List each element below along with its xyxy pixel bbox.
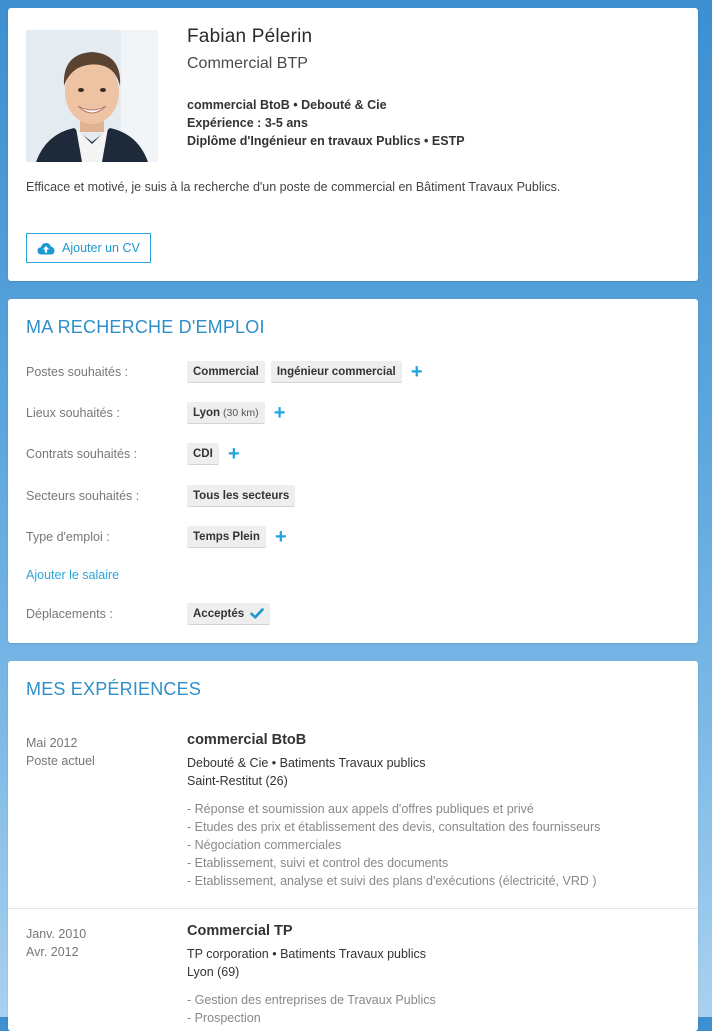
current-position: commercial BtoB • Debouté & Cie [187, 98, 387, 112]
add-location-plus-icon[interactable]: + [273, 402, 286, 424]
profile-photo-avatar [26, 30, 158, 162]
experience-task: - Etudes des prix et établissement des devis, consultation des fournisseurs [187, 820, 601, 834]
experience-title[interactable]: commercial BtoB [187, 732, 307, 748]
tag-cdi[interactable]: CDI [187, 443, 219, 465]
experience-task: - Gestion des entreprises de Travaux Publics [187, 993, 436, 1007]
experience-tasks [187, 800, 680, 890]
desired-locations-row [26, 401, 680, 425]
diploma: Diplôme d'Ingénieur en travaux Publics • ESTP [187, 134, 465, 148]
experience-company-block [187, 945, 680, 981]
add-employment-type-plus-icon[interactable]: + [275, 526, 287, 548]
experience-task: - Négociation commerciales [187, 838, 342, 852]
profile-name: Fabian Pélerin [187, 26, 313, 47]
profile-card [8, 8, 698, 281]
desired-locations-label: Lieux souhaités : [26, 406, 120, 420]
tag-ingenieur-commercial[interactable]: Ingénieur commercial [271, 361, 402, 383]
experiences-title: MES EXPÉRIENCES [26, 679, 202, 699]
experience-task: - Etablissement, suivi et control des documents [187, 856, 449, 870]
desired-contracts-row [26, 442, 680, 466]
experience-task: - Etablissement, analyse et suivi des plans d'exécutions (électricité, VRD ) [187, 874, 597, 888]
add-salary-link[interactable]: Ajouter le salaire [26, 568, 120, 582]
experience-company: Debouté & Cie • Batiments Travaux publics [187, 756, 426, 770]
experience-body [187, 734, 680, 890]
desired-sectors-label: Secteurs souhaités : [26, 489, 140, 503]
tag-commercial[interactable]: Commercial [187, 361, 265, 383]
experience-dates [26, 925, 86, 961]
desired-positions-row [26, 360, 680, 384]
job-search-card [8, 299, 698, 643]
experience-tasks [187, 991, 680, 1027]
employment-type-label: Type d'emploi : [26, 530, 110, 544]
add-cv-label: Ajouter un CV [62, 241, 140, 255]
checkmark-icon [250, 608, 264, 619]
tag-full-time[interactable]: Temps Plein [187, 526, 266, 548]
experience-years: Expérience : 3-5 ans [187, 116, 308, 130]
experience-title[interactable]: Commercial TP [187, 923, 293, 939]
tag-lyon[interactable] [187, 402, 265, 424]
profile-job-title: Commercial BTP [187, 55, 308, 72]
add-cv-button[interactable] [26, 233, 151, 263]
desired-contracts-label: Contrats souhaités : [26, 447, 138, 461]
tag-lyon-radius: (30 km) [223, 406, 259, 419]
employment-type-row [26, 525, 680, 549]
experience-start-date: Mai 2012 [26, 736, 78, 750]
experience-end-date: Poste actuel [26, 754, 95, 768]
experience-company-block [187, 754, 680, 790]
experience-company: TP corporation • Batiments Travaux publics [187, 947, 426, 961]
add-position-plus-icon[interactable]: + [410, 361, 423, 383]
add-contract-plus-icon[interactable]: + [227, 443, 240, 465]
experience-location: Lyon (69) [187, 965, 240, 979]
experience-body [187, 925, 680, 1027]
travel-accepted-value: Acceptés [193, 607, 245, 620]
job-search-title: MA RECHERCHE D'EMPLOI [26, 317, 265, 337]
experience-dates [26, 734, 95, 770]
tag-all-sectors[interactable]: Tous les secteurs [187, 485, 295, 507]
experience-end-date: Avr. 2012 [26, 945, 79, 959]
experience-divider [8, 908, 698, 909]
experience-task: - Prospection [187, 1011, 261, 1025]
experience-start-date: Janv. 2010 [26, 927, 87, 941]
avatar-illustration [26, 30, 158, 162]
desired-sectors-row [26, 484, 680, 508]
experiences-card [8, 661, 698, 1031]
travel-accepted-tag[interactable] [187, 603, 270, 625]
experience-location: Saint-Restitut (26) [187, 774, 288, 788]
profile-summary: Efficace et motivé, je suis à la recherche d'un poste de commercial en Bâtiment Travaux Publics. [26, 180, 561, 194]
cloud-upload-icon [37, 242, 55, 255]
tag-lyon-city: Lyon [193, 406, 221, 419]
profile-facts [187, 96, 465, 150]
experience-task: - Réponse et soumission aux appels d'offres publiques et privé [187, 802, 534, 816]
desired-positions-label: Postes souhaités : [26, 365, 129, 379]
travel-label: Déplacements : [26, 607, 113, 621]
travel-row [26, 602, 680, 626]
